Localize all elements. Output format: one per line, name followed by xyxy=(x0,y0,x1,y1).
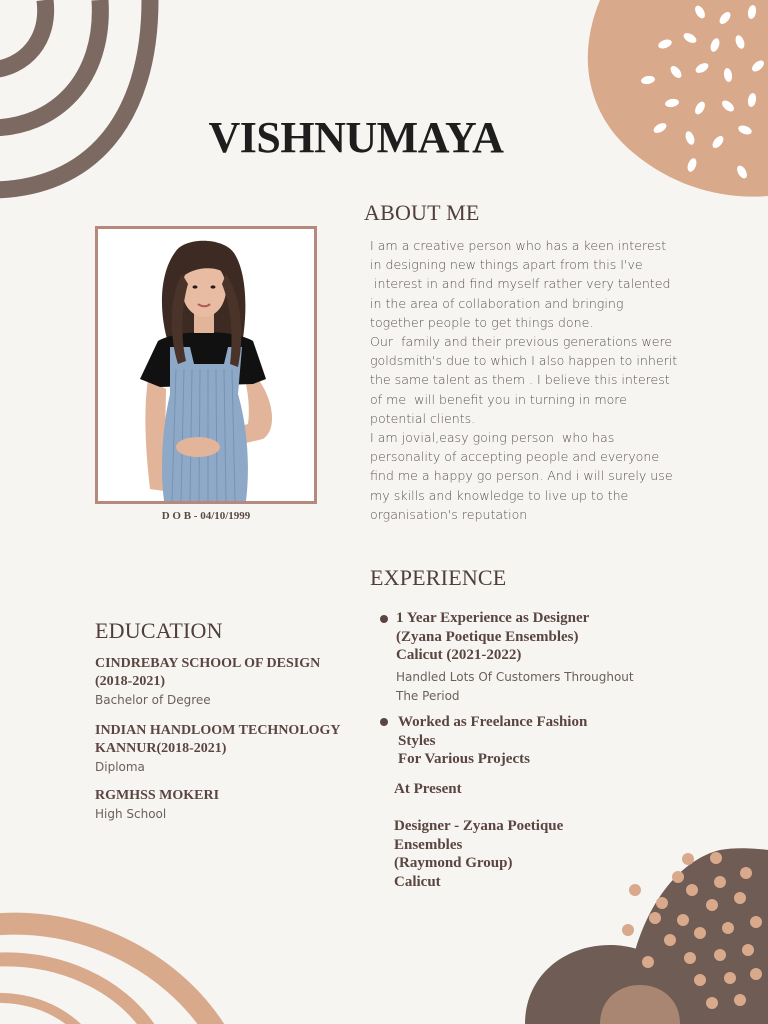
about-line: of me will benefit you in turning in more xyxy=(370,391,627,407)
degree-label: Diploma xyxy=(95,760,145,774)
education-heading: EDUCATION xyxy=(95,618,223,643)
degree-label: Bachelor of Degree xyxy=(95,693,211,707)
about-line: in designing new things apart from this I've xyxy=(370,257,643,273)
top-right-blob-decoration xyxy=(588,0,768,197)
bullet-icon xyxy=(380,718,388,726)
profile-photo xyxy=(95,226,317,504)
school-name: INDIAN HANDLOOM TECHNOLOGY KANNUR(2018-2021) xyxy=(95,723,341,756)
experience-heading: EXPERIENCE xyxy=(370,565,507,590)
school-name: CINDREBAY SCHOOL OF DESIGN (2018-2021) xyxy=(95,656,321,689)
about-line: personality of accepting people and everyone xyxy=(370,449,660,465)
about-line: my skills and knowledge to live up to the xyxy=(370,487,629,503)
name-title: VISHNUMAYA xyxy=(208,113,504,162)
about-line: the same talent as them . I believe this interest xyxy=(370,372,670,388)
experience-item-1-detail: Handled Lots Of Customers Throughout The Period xyxy=(396,670,634,703)
education-item xyxy=(95,787,365,821)
degree-label: High School xyxy=(95,807,167,821)
about-line: organisation's reputation xyxy=(370,506,528,522)
date-of-birth: D O B - 04/10/1999 xyxy=(161,510,251,522)
about-line: I am a creative person who has a keen interest xyxy=(370,238,667,253)
about-line: Our family and their previous generations were xyxy=(370,334,673,350)
bullet-icon xyxy=(380,615,388,623)
about-line: together people to get things done. xyxy=(370,314,594,330)
about-text xyxy=(370,236,685,524)
at-present-label: At Present xyxy=(394,781,462,797)
current-position: Designer - Zyana Poetique Ensembles (Raymond Group) Calicut xyxy=(394,818,564,890)
experience-item-2-title: Worked as Freelance Fashion Styles For Various Projects xyxy=(398,714,588,767)
about-line: interest in and find myself rather very talented xyxy=(370,276,671,292)
about-line: in the area of collaboration and bringing xyxy=(370,295,624,311)
bottom-left-arc-decoration xyxy=(0,924,215,1024)
about-line: goldsmith's due to which I also happen to inherit xyxy=(370,353,678,369)
person-illustration xyxy=(98,229,314,501)
about-line: find me a happy go person. And i will surely use xyxy=(370,468,673,484)
school-name: RGMHSS MOKERI xyxy=(95,788,220,803)
experience-item-1-title: 1 Year Experience as Designer (Zyana Poetique Ensembles) Calicut (2021-2022) xyxy=(396,610,590,663)
about-line: I am jovial,easy going person who has xyxy=(370,430,615,446)
about-heading: ABOUT ME xyxy=(364,200,480,225)
education-item xyxy=(95,655,365,707)
education-item xyxy=(95,722,365,774)
about-line: potential clients. xyxy=(370,410,476,426)
